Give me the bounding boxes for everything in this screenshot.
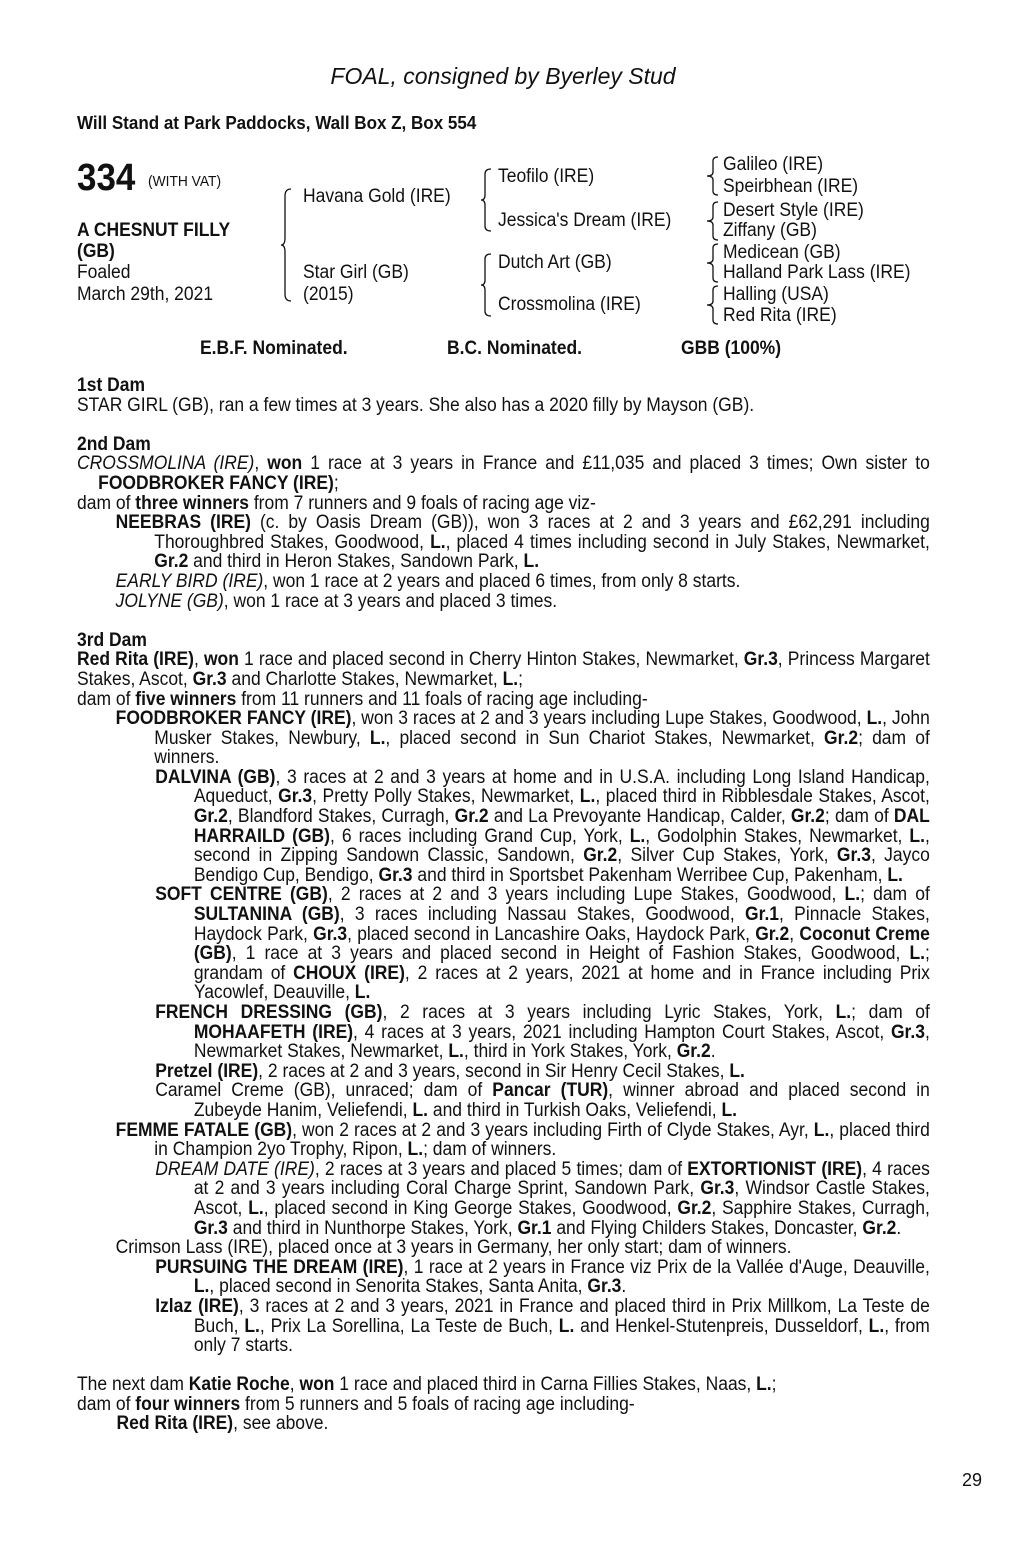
page-number-text: 29 xyxy=(962,1470,983,1490)
lot-desc-line2: (GB) xyxy=(77,241,115,262)
entry-text: 1 race and placed second in Cherry Hinton Stakes, Newmarket, xyxy=(238,649,744,671)
produce-entry xyxy=(77,1081,930,1120)
bold-text: L. xyxy=(407,1139,424,1161)
entry-text: , won 1 race at 3 years and placed 3 times. xyxy=(223,590,558,612)
gen2-name: Dutch Art (GB) xyxy=(498,252,612,273)
entry-text: , placed third in Champion 2yo Trophy, Ripon, xyxy=(154,1119,930,1161)
gen3-ancestor xyxy=(723,306,847,326)
bold-text: Red Rita (IRE) xyxy=(77,649,195,671)
entry-text: , Silver Cup Stakes, York, xyxy=(617,845,837,867)
produce-entry xyxy=(77,690,930,710)
entry-text: 1 race and placed third in Carna Fillies Stakes, Naas, xyxy=(334,1374,757,1396)
gen3-name: Ziffany (GB) xyxy=(723,220,817,241)
bold-text: L. xyxy=(835,1002,852,1023)
entry-text: , 3 races including Nassau Stakes, Goodwood, xyxy=(339,904,746,926)
entry-text: , Jayco Bendigo Cup, Bendigo, xyxy=(193,845,930,886)
catalogue-title xyxy=(0,63,1006,90)
italic-text: JOLYNE (GB) xyxy=(115,590,224,612)
entry-text: , 2 races at 2 and 3 years including Lupe Stakes, Goodwood, xyxy=(327,884,845,906)
entry-text: from 11 runners and 11 foals of racing age including- xyxy=(236,688,648,710)
bold-text: Gr.3 xyxy=(313,923,348,945)
bold-text: L. xyxy=(629,825,646,847)
entry-text: ; dam of winners. xyxy=(154,727,930,769)
entry-text: dam of xyxy=(77,1393,136,1415)
bold-text: L. xyxy=(721,1099,737,1121)
gen2-name: Crossmolina (IRE) xyxy=(498,294,641,315)
entry-text: , placed second in King George Stakes, Goodwood, xyxy=(263,1197,678,1219)
bold-text: SOFT CENTRE (GB) xyxy=(155,884,328,906)
dam-name: Star Girl (GB) xyxy=(303,262,409,283)
produce-entry xyxy=(77,1395,930,1415)
bold-text: four winners xyxy=(135,1393,241,1415)
bold-text: Gr.1 xyxy=(517,1217,552,1239)
produce-entry xyxy=(77,454,930,493)
vat-note xyxy=(148,172,227,192)
entry-text: , 6 races including Grand Cup, York, xyxy=(329,825,630,847)
entry-text: , Princess Margaret Stakes, Ascot, xyxy=(77,649,930,690)
bold-text: L. xyxy=(868,1315,885,1337)
title-text: FOAL, consigned by Byerley Stud xyxy=(330,63,676,89)
entry-text: , Windsor Castle Stakes, Ascot, xyxy=(193,1178,930,1219)
bold-text: MOHAAFETH (IRE) xyxy=(193,1021,354,1043)
entry-text: , John Musker Stakes, Newbury, xyxy=(154,708,930,749)
bold-text: L. xyxy=(244,1315,260,1337)
gen3-ancestor xyxy=(723,285,838,305)
entry-text: , placed third in Ribblesdale Stakes, Ascot, xyxy=(595,786,930,808)
bold-text: Gr.3 xyxy=(278,786,313,808)
entry-text: , xyxy=(289,1374,300,1396)
produce-entry xyxy=(77,396,930,416)
entry-text: , Newmarket Stakes, Newmarket, xyxy=(193,1021,930,1063)
entry-text: , Prix La Sorellina, La Teste de Buch, xyxy=(259,1315,559,1337)
entry-text: ; dam of xyxy=(860,884,930,906)
entry-text: , 2 races at 3 years and placed 5 times; dam of xyxy=(314,1158,688,1180)
foaled-text: Foaled xyxy=(77,262,131,283)
gen3-ancestor xyxy=(723,177,870,197)
gen3-name: Halland Park Lass (IRE) xyxy=(723,262,911,283)
bold-text: Gr.2 xyxy=(454,806,489,828)
pedigree-brace-icon xyxy=(280,188,292,302)
stand-text: Will Stand at Park Paddocks, Wall Box Z, Box 554 xyxy=(77,112,477,133)
entry-text: , winner abroad and placed second in Zubeyde Hanim, Veliefendi, xyxy=(193,1080,930,1121)
entry-text: , 3 races at 2 and 3 years, 2021 in France and placed third in Prix Millkom, La Teste de Buch, xyxy=(193,1295,930,1337)
italic-text: EARLY BIRD (IRE) xyxy=(115,570,264,592)
produce-entry xyxy=(77,592,930,612)
bold-text: PURSUING THE DREAM (IRE) xyxy=(155,1256,404,1278)
vat-text: (WITH VAT) xyxy=(148,173,222,190)
bold-text: Gr.2 xyxy=(824,727,859,749)
produce-entry xyxy=(77,709,930,768)
entry-text: (c. by Oasis Dream (GB)), won 3 races at 2 and 3 years and £62,291 including Thoroughbred Stakes, Goodwood, xyxy=(154,512,930,553)
entry-text: , placed second in Lancashire Oaks, Haydock Park, xyxy=(347,923,756,945)
gen3-ancestor xyxy=(723,155,832,175)
bold-text: NEEBRAS (IRE) xyxy=(115,512,251,534)
entry-text: , 1 race at 3 years and placed second in Height of Fashion Stakes, Goodwood, xyxy=(231,943,910,965)
bold-text: Gr.2 xyxy=(755,923,790,945)
bold-text: Gr.3 xyxy=(193,1217,228,1239)
bold-text: Gr.1 xyxy=(745,904,780,926)
bold-text: L. xyxy=(430,531,446,553)
produce-entry xyxy=(77,650,930,689)
entry-text: and Flying Childers Stakes, Doncaster, xyxy=(551,1217,863,1239)
entry-text: , won 3 races at 2 and 3 years including Lupe Stakes, Goodwood, xyxy=(351,708,867,730)
sire-brace-icon xyxy=(480,168,492,232)
entry-text: ; dam of winners. xyxy=(423,1139,557,1161)
entry-text: , Pretty Polly Stakes, Newmarket, xyxy=(312,786,580,808)
italic-text: CROSSMOLINA (IRE) xyxy=(77,453,255,475)
entry-text: from 5 runners and 5 foals of racing age including- xyxy=(240,1393,635,1415)
page-number xyxy=(962,1470,982,1491)
bold-text: EXTORTIONIST (IRE) xyxy=(687,1158,863,1180)
dam-section xyxy=(77,631,930,1356)
entry-text: , second in Zipping Sandown Classic, Sandown, xyxy=(193,825,930,867)
bold-text: L. xyxy=(558,1315,575,1337)
entry-text: , 2 races at 2 years, 2021 at home and in France including Prix Yacowlef, Deauville, xyxy=(193,962,930,1004)
ebf-nomination: E.B.F. Nominated. xyxy=(200,338,348,359)
bold-text: FRENCH DRESSING (GB) xyxy=(155,1002,383,1023)
bold-text: Gr.3 xyxy=(587,1276,622,1298)
entry-text: from 7 runners and 9 foals of racing age viz- xyxy=(248,492,596,514)
bold-text: DAL HARRAILD (GB) xyxy=(193,806,930,847)
entry-text: 1 race at 3 years in France and £11,035 and placed 3 times; Own sister to xyxy=(302,453,930,475)
entry-text: , from only 7 starts. xyxy=(193,1315,930,1357)
dam xyxy=(303,263,418,283)
bold-text: L. xyxy=(354,982,371,1004)
entry-text: , 3 races at 2 and 3 years at home and in U.S.A. including Long Island Handicap, Aqueduct, xyxy=(193,766,930,808)
lot-description-country xyxy=(77,242,118,262)
section-heading: 3rd Dam xyxy=(77,629,147,651)
entry-text: , 2 races at 3 years including Lyric Stakes, York, xyxy=(382,1002,836,1023)
entry-text: , won 1 race at 2 years and placed 6 times, from only 8 starts. xyxy=(263,570,741,592)
bold-text: CHOUX (IRE) xyxy=(293,962,405,984)
bold-text: L. xyxy=(813,1119,830,1141)
entry-text: , Sapphire Stakes, Curragh, xyxy=(711,1197,930,1219)
bold-text: Gr.2 xyxy=(862,1217,897,1239)
entry-text: dam of xyxy=(77,688,136,710)
bold-text: L. xyxy=(887,864,903,886)
bold-text: L. xyxy=(844,884,861,906)
entry-text: , 2 races at 2 and 3 years, second in Sir Henry Cecil Stakes, xyxy=(258,1060,730,1082)
produce-entry xyxy=(77,513,930,572)
bold-text: Gr.2 xyxy=(154,551,189,573)
foaled-date-text: March 29th, 2021 xyxy=(77,284,214,305)
section-heading: 2nd Dam xyxy=(77,433,151,455)
produce-entry xyxy=(77,1062,930,1082)
bold-text: L. xyxy=(448,1041,464,1063)
gen2-name: Jessica's Dream (IRE) xyxy=(498,210,672,231)
produce-entry xyxy=(77,768,930,886)
entry-text: , won 2 races at 2 and 3 years including Firth of Clyde Stakes, Ayr, xyxy=(292,1119,814,1141)
dam-section xyxy=(77,435,930,611)
produce-entry xyxy=(77,1238,930,1258)
sire-dam xyxy=(498,211,686,231)
bold-text: L. xyxy=(193,1276,210,1298)
bold-text: L. xyxy=(579,786,596,808)
bold-text: L. xyxy=(866,708,883,730)
gen3-name: Speirbhean (IRE) xyxy=(723,176,859,197)
gen3-name: Red Rita (IRE) xyxy=(723,305,837,326)
bold-text: L. xyxy=(909,825,925,847)
produce-entry xyxy=(77,1121,930,1160)
entry-text: and Charlotte Stakes, Newmarket, xyxy=(226,668,503,690)
bold-text: Gr.3 xyxy=(836,845,871,867)
gbb-status: GBB (100%) xyxy=(681,338,782,359)
lot-number-text: 334 xyxy=(77,157,136,199)
entry-text: , xyxy=(254,453,268,475)
dam-section xyxy=(77,376,930,415)
bold-text: won xyxy=(203,649,239,671)
bold-text: FOODBROKER FANCY (IRE) xyxy=(115,708,352,730)
entry-text: , placed 4 times including second in July Stakes, Newmarket, xyxy=(445,531,930,553)
entry-text: and third in Turkish Oaks, Veliefendi, xyxy=(428,1099,722,1121)
bold-text: L. xyxy=(523,551,540,573)
lot-desc-line1: A CHESNUT FILLY xyxy=(77,220,231,241)
entry-text: , 4 races at 3 years, 2021 including Hampton Court Stakes, Ascot, xyxy=(353,1021,891,1043)
bold-text: L. xyxy=(248,1197,264,1219)
bold-text: L. xyxy=(412,1099,429,1121)
entry-text: , third in York Stakes, York, xyxy=(463,1041,677,1063)
bold-text: L. xyxy=(909,943,925,965)
gen3-ancestor xyxy=(723,201,876,221)
stand-location xyxy=(77,112,511,134)
sire xyxy=(303,187,464,207)
bold-text: Izlaz (IRE) xyxy=(155,1295,239,1317)
bold-text: Red Rita (IRE) xyxy=(116,1413,234,1435)
lot-description xyxy=(77,221,243,241)
bold-text: FEMME FATALE (GB) xyxy=(115,1119,293,1141)
entry-text: STAR GIRL (GB), ran a few times at 3 years. She also has a 2020 filly by Mayson (GB). xyxy=(77,394,755,416)
bold-text: SULTANINA (GB) xyxy=(193,904,340,926)
gen3-name: Medicean (GB) xyxy=(723,242,841,263)
bold-text: DALVINA (GB) xyxy=(155,766,276,788)
bold-text: Pancar (TUR) xyxy=(492,1080,609,1102)
gen3-brace-icon xyxy=(705,156,719,196)
entry-text: and Henkel-Stutenpreis, Dusseldorf, xyxy=(574,1315,869,1337)
foaled-date xyxy=(77,285,225,305)
entry-text: , Blandford Stakes, Curragh, xyxy=(227,806,455,828)
bold-text: won xyxy=(299,1374,335,1396)
bold-text: Gr.3 xyxy=(890,1021,925,1043)
produce-entry xyxy=(77,572,930,592)
bold-text: Gr.3 xyxy=(378,864,413,886)
entry-text: and La Prevoyante Handicap, Calder, xyxy=(488,806,791,828)
italic-text: DREAM DATE (IRE) xyxy=(155,1158,315,1180)
entry-text: , placed second in Senorita Stakes, Santa Anita, xyxy=(209,1276,588,1298)
bold-text: Gr.3 xyxy=(192,668,227,690)
entry-text: . xyxy=(896,1217,902,1239)
bc-nomination: B.C. Nominated. xyxy=(447,338,582,359)
bold-text: Gr.2 xyxy=(676,1041,711,1063)
gen3-ancestor xyxy=(723,263,927,283)
entry-text: . xyxy=(710,1041,716,1063)
entry-text: , Godolphin Stakes, Newmarket, xyxy=(645,825,910,847)
dam-year xyxy=(303,285,358,305)
bold-text: Gr.2 xyxy=(193,806,228,828)
entry-text: ; xyxy=(771,1374,777,1396)
entry-text: dam of xyxy=(77,492,136,514)
gen3-name: Halling (USA) xyxy=(723,284,829,305)
entry-text: , 4 races at 2 and 3 years including Coral Charge Sprint, Sandown Park, xyxy=(193,1158,930,1200)
bold-text: Gr.3 xyxy=(700,1178,735,1200)
gen3-name: Desert Style (IRE) xyxy=(723,200,864,221)
entry-text: ; grandam of xyxy=(193,943,930,984)
entry-text: and third in Sportsbet Pakenham Werribee Cup, Pakenham, xyxy=(412,864,888,886)
produce-entry xyxy=(77,1258,930,1297)
produce-entry xyxy=(77,1003,930,1062)
entry-text: The next dam xyxy=(77,1374,189,1396)
bold-text: Gr.2 xyxy=(583,845,618,867)
entry-text: , Pinnacle Stakes, Haydock Park, xyxy=(193,904,930,945)
entry-text: , see above. xyxy=(233,1413,329,1435)
bold-text: L. xyxy=(369,727,386,749)
entry-text: ; dam of xyxy=(851,1002,930,1023)
gen3-name: Galileo (IRE) xyxy=(723,154,824,175)
dam-section xyxy=(77,1375,930,1434)
produce-record xyxy=(77,376,930,1454)
gen3-brace-icon xyxy=(705,201,719,241)
dam-year-text: (2015) xyxy=(303,284,354,305)
entry-text: , xyxy=(789,923,800,945)
bold-text: L. xyxy=(756,1374,772,1396)
produce-entry xyxy=(77,1297,930,1356)
gen3-brace-icon xyxy=(705,285,719,325)
entry-text: ; dam of xyxy=(824,806,894,828)
sire-sire xyxy=(498,167,603,187)
entry-text: , placed second in Sun Chariot Stakes, Newmarket, xyxy=(385,727,825,749)
bold-text: L. xyxy=(502,668,519,690)
lot-number xyxy=(77,158,140,198)
sire-name: Havana Gold (IRE) xyxy=(303,186,451,207)
entry-text: ; xyxy=(518,668,523,690)
gen3-brace-icon xyxy=(705,243,719,283)
bold-text: Coconut Creme (GB) xyxy=(193,923,930,965)
entry-text: ; xyxy=(333,472,339,494)
entry-text: and third in Nunthorpe Stakes, York, xyxy=(227,1217,518,1239)
produce-entry xyxy=(77,494,930,514)
bold-text: won xyxy=(267,453,303,475)
gen3-ancestor xyxy=(723,243,851,263)
produce-entry xyxy=(77,1160,930,1238)
entry-text: . xyxy=(621,1276,627,1298)
produce-entry xyxy=(77,885,930,1003)
dam-sire xyxy=(498,253,622,273)
bold-text: Katie Roche xyxy=(188,1374,290,1396)
bold-text: L. xyxy=(729,1060,745,1082)
entry-text: , 1 race at 2 years in France viz Prix de la Vallée d'Auge, Deauville, xyxy=(403,1256,930,1278)
dam-dam xyxy=(498,295,653,315)
section-heading: 1st Dam xyxy=(77,375,146,396)
entry-text: Crimson Lass (IRE), placed once at 3 years in Germany, her only start; dam of winners. xyxy=(115,1237,792,1259)
entry-text: and third in Heron Stakes, Sandown Park, xyxy=(188,551,524,573)
foaled-label xyxy=(77,263,135,283)
bold-text: three winners xyxy=(135,492,249,514)
produce-entry xyxy=(77,1375,930,1395)
gen2-name: Teofilo (IRE) xyxy=(498,166,595,187)
produce-entry xyxy=(77,1414,930,1434)
dam-brace-icon xyxy=(480,253,492,317)
bold-text: five winners xyxy=(135,688,237,710)
bold-text: Gr.3 xyxy=(743,649,778,671)
bold-text: Gr.2 xyxy=(790,806,825,828)
bold-text: Gr.2 xyxy=(677,1197,712,1219)
entry-text: , xyxy=(194,649,204,671)
entry-text: Caramel Creme (GB), unraced; dam of xyxy=(155,1080,493,1102)
bold-text: FOODBROKER FANCY (IRE) xyxy=(98,472,334,494)
gen3-ancestor xyxy=(723,221,825,241)
bold-text: Pretzel (IRE) xyxy=(155,1060,259,1082)
